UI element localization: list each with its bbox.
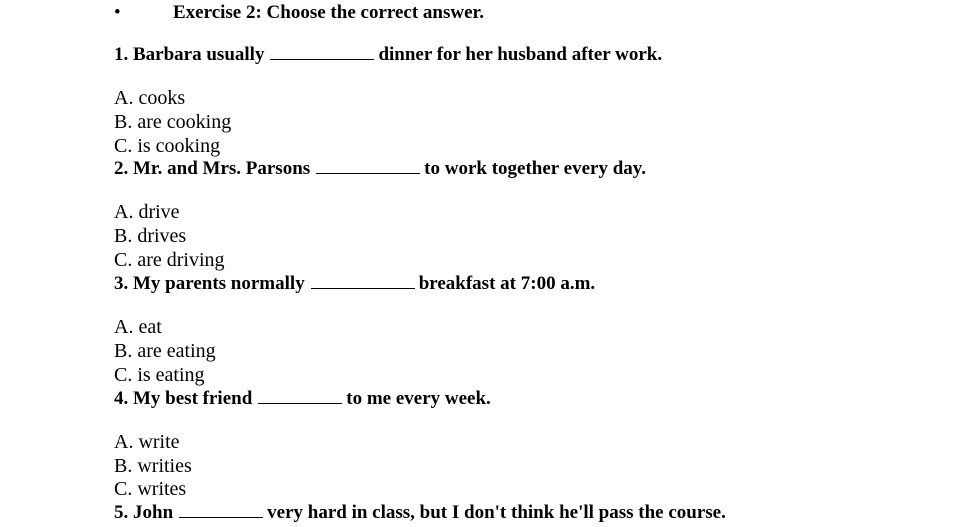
question-3-after: breakfast at 7:00 a.m. bbox=[418, 273, 596, 294]
question-5 bbox=[114, 501, 726, 525]
question-3-blank bbox=[311, 272, 415, 289]
question-1-option-a: A. cooks bbox=[114, 87, 186, 109]
question-4-option-b: B. writies bbox=[114, 455, 192, 477]
question-1-before: 1. Barbara usually bbox=[114, 44, 265, 65]
question-4-before: 4. My best friend bbox=[114, 388, 253, 409]
question-4 bbox=[114, 387, 491, 411]
exercise-title: Exercise 2: Choose the correct answer. bbox=[173, 2, 484, 23]
question-2 bbox=[114, 157, 646, 181]
question-4-option-a: A. write bbox=[114, 431, 180, 453]
question-4-blank bbox=[258, 387, 342, 404]
question-4-option-c: C. writes bbox=[114, 478, 187, 500]
question-5-after: very hard in class, but I don't think he'll pass the course. bbox=[267, 502, 726, 523]
question-2-option-b: B. drives bbox=[114, 225, 187, 247]
question-1 bbox=[114, 43, 662, 67]
question-2-option-a: A. drive bbox=[114, 201, 180, 223]
question-1-blank bbox=[270, 43, 374, 60]
question-1-after: dinner for her husband after work. bbox=[378, 44, 663, 65]
question-3-option-a: A. eat bbox=[114, 316, 162, 338]
question-1-option-b: B. are cooking bbox=[114, 111, 232, 133]
question-1-option-c: C. is cooking bbox=[114, 135, 221, 157]
question-5-before: 5. John bbox=[114, 502, 174, 523]
question-4-after: to me every week. bbox=[346, 388, 491, 409]
question-2-blank bbox=[316, 157, 420, 174]
question-2-option-c: C. are driving bbox=[114, 249, 225, 271]
question-2-before: 2. Mr. and Mrs. Parsons bbox=[114, 158, 311, 179]
question-3-option-b: B. are eating bbox=[114, 340, 216, 362]
bullet-icon: • bbox=[114, 2, 121, 23]
question-2-after: to work together every day. bbox=[424, 158, 646, 179]
question-5-blank bbox=[179, 501, 263, 518]
question-3 bbox=[114, 272, 595, 296]
question-3-before: 3. My parents normally bbox=[114, 273, 305, 294]
question-3-option-c: C. is eating bbox=[114, 364, 205, 386]
